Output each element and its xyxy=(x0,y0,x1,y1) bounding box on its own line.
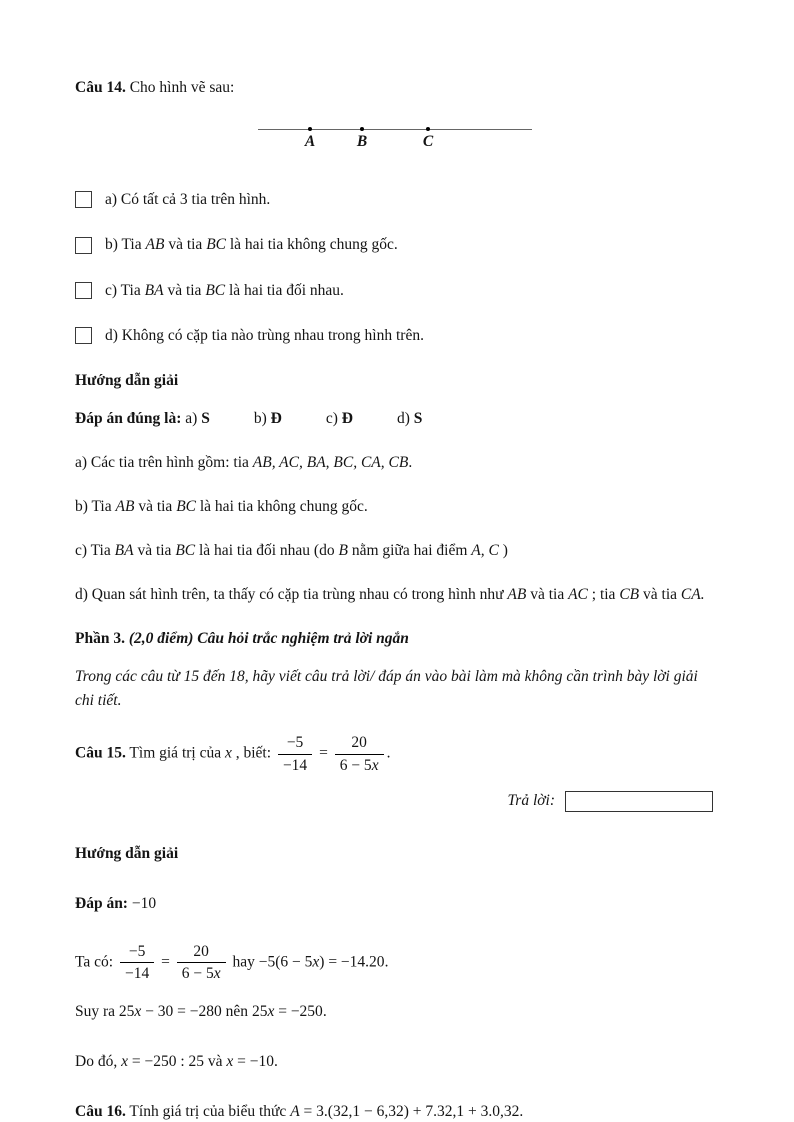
math-text: AC xyxy=(568,586,588,604)
text-run: S xyxy=(201,410,210,428)
q15-final-answer-line xyxy=(75,892,719,916)
text-run: Tìm giá trị của xyxy=(125,744,225,762)
point-dot xyxy=(360,127,364,131)
math-text: BC xyxy=(175,542,196,560)
fraction-denominator xyxy=(278,755,312,775)
text-run: và tia xyxy=(164,236,207,254)
math-text: 6 − 5 xyxy=(339,756,372,774)
fraction-denominator xyxy=(177,963,226,983)
math-text: 20 xyxy=(193,942,209,960)
fraction-numerator xyxy=(278,733,312,754)
text-run: S xyxy=(413,410,423,428)
math-text: x xyxy=(134,1002,142,1020)
math-text: A, C xyxy=(471,542,499,560)
q14-checkbox-b[interactable] xyxy=(75,237,92,254)
text-run: , biết: xyxy=(231,744,275,762)
math-text: = xyxy=(315,744,332,762)
q16-heading xyxy=(75,1100,719,1122)
text-run: và tia xyxy=(639,586,681,604)
point-dot xyxy=(426,127,430,131)
math-text: x xyxy=(121,1052,128,1070)
q14-option-text-a xyxy=(105,188,270,211)
q14-solution-a xyxy=(75,451,719,475)
text-run: là hai tia không chung gốc. xyxy=(196,498,368,516)
q15-solution-guide-title: Hướng dẫn giải xyxy=(75,844,179,862)
math-text: −5 xyxy=(128,942,146,960)
text-run: Câu 16. xyxy=(75,1102,126,1120)
text-run: b) Tia xyxy=(75,498,116,516)
text-run: Suy ra xyxy=(75,1002,119,1020)
math-text: BC xyxy=(205,281,226,299)
math-text: = 3.(32,1 − 6,32) + 7.32,1 + 3.0,32 xyxy=(299,1102,520,1120)
part3-heading xyxy=(75,627,719,651)
text-run: là hai tia không chung gốc. xyxy=(226,236,398,254)
text-run: Câu 14. xyxy=(75,79,126,96)
text-run: Phần 3. xyxy=(75,630,129,648)
math-text: 20 xyxy=(351,734,367,752)
fraction xyxy=(278,733,312,775)
q15-answer-input-box[interactable] xyxy=(565,791,713,812)
math-text: x xyxy=(224,744,232,762)
text-run: hay xyxy=(228,953,259,971)
math-text: 3 xyxy=(179,191,188,209)
math-text: BC xyxy=(206,236,226,254)
text-run: a) Có tất cả xyxy=(105,191,180,209)
q14-option-row-d xyxy=(75,324,719,347)
fraction-numerator xyxy=(177,942,226,963)
q14-solution-guide-title: Hướng dẫn giải xyxy=(75,372,179,390)
q14-option-row-c xyxy=(75,279,719,302)
math-text: A xyxy=(290,1102,300,1120)
math-text: = −250 : 25 xyxy=(127,1052,205,1070)
text-run: a) Các tia trên hình gồm: tia xyxy=(75,454,253,472)
text-run: Đáp án đúng là: xyxy=(75,410,182,428)
text-run: b) xyxy=(253,410,271,428)
math-text: x xyxy=(371,756,379,774)
text-run: c) Tia xyxy=(75,542,115,560)
math-text: CB xyxy=(619,586,640,604)
math-text: 25 xyxy=(251,1002,268,1020)
text-run: . xyxy=(274,1052,278,1070)
text-run: Trong các câu từ 15 đến 18, hãy viết câu trả lời/ đáp án vào bài làm mà không cần trình bày lời giải chi tiết. xyxy=(75,668,698,710)
text-run: (2,0 điểm) Câu hỏi trắc nghiệm trả lời ngắn xyxy=(128,630,409,648)
math-text: −5(6 − 5 xyxy=(258,953,313,971)
q14-heading xyxy=(75,76,719,100)
point-label-b: B xyxy=(356,133,368,151)
q15-step-2 xyxy=(75,1000,719,1024)
text-run: d) xyxy=(396,410,414,428)
q14-checkbox-d[interactable] xyxy=(75,327,92,344)
math-text: 25 xyxy=(118,1002,135,1020)
math-text: −14 xyxy=(124,965,150,983)
fraction xyxy=(120,942,154,984)
q14-option-text-b xyxy=(105,233,398,256)
q15-step-1 xyxy=(75,942,719,984)
text-run: Câu 15. xyxy=(75,744,126,762)
text-run: Đ xyxy=(270,410,282,428)
q15-answer-row xyxy=(75,791,713,812)
q14-checkbox-c[interactable] xyxy=(75,282,92,299)
fraction xyxy=(177,942,226,984)
q14-correct-answers-line xyxy=(75,407,719,431)
text-run: Cho hình vẽ sau: xyxy=(125,79,235,96)
text-run: là hai tia đối nhau (do xyxy=(195,542,339,560)
math-text: B xyxy=(338,542,348,560)
text-run: nên xyxy=(221,1002,252,1020)
math-text: = xyxy=(157,953,174,971)
q14-solution-c xyxy=(75,539,719,563)
math-text: − 30 = −280 xyxy=(141,1002,222,1020)
math-text: BA xyxy=(144,281,164,299)
text-run: c) Tia xyxy=(105,281,145,299)
text-run: b) Tia xyxy=(105,236,146,254)
text-run: a) xyxy=(181,410,202,428)
part3-intro xyxy=(75,665,719,713)
q14-number-line-figure xyxy=(258,120,532,158)
text-run: và tia xyxy=(163,281,206,299)
text-run: và tia xyxy=(133,542,176,560)
math-text: −10 xyxy=(131,894,157,912)
text-run: là hai tia đối nhau. xyxy=(225,281,344,299)
text-run: và tia xyxy=(134,498,177,516)
point-b xyxy=(351,120,373,150)
point-a xyxy=(299,120,321,150)
text-run: c) xyxy=(325,410,342,428)
fraction xyxy=(335,733,384,775)
q15-step-3 xyxy=(75,1050,719,1074)
point-c xyxy=(417,120,439,150)
text-run: Do đó, xyxy=(75,1052,122,1070)
math-text: AB xyxy=(115,498,135,516)
text-run: . xyxy=(386,744,391,762)
text-run: d) Không có cặp tia nào trùng nhau trong hình trên. xyxy=(105,326,424,344)
math-text: BA xyxy=(114,542,134,560)
q14-option-row-b xyxy=(75,233,719,256)
fraction-numerator xyxy=(335,733,384,754)
math-text: x xyxy=(312,953,320,971)
fraction-numerator xyxy=(120,942,154,963)
text-run: và xyxy=(204,1052,227,1070)
math-text: AB xyxy=(507,586,527,604)
text-run: . xyxy=(322,1002,327,1020)
q15-answer-label: Trả lời: xyxy=(507,792,555,810)
math-text: −5 xyxy=(286,734,304,752)
math-text: x xyxy=(267,1002,275,1020)
fraction-denominator xyxy=(335,755,384,775)
fraction-denominator xyxy=(120,963,154,983)
math-text: x xyxy=(213,965,221,983)
math-text: BC xyxy=(176,498,196,516)
text-run: d) Quan sát hình trên, ta thấy có cặp tia trùng nhau có trong hình như xyxy=(75,586,508,604)
q14-solution-d xyxy=(75,583,719,607)
point-label-c: C xyxy=(422,133,434,151)
math-text: x xyxy=(226,1052,234,1070)
text-run: nằm giữa hai điểm xyxy=(347,542,472,560)
math-text: AB, AC, BA, BC, CA, CB xyxy=(252,454,409,472)
text-run: ) xyxy=(498,542,508,560)
text-run: . xyxy=(384,953,389,971)
text-run: Tính giá trị của biểu thức xyxy=(125,1102,291,1120)
math-text: = −250 xyxy=(274,1002,323,1020)
text-run: Đáp án: xyxy=(75,894,132,912)
math-text: ) = −14.20 xyxy=(319,953,385,971)
text-run: . xyxy=(519,1102,524,1120)
text-run: Đ xyxy=(341,410,353,428)
text-run: ; tia xyxy=(587,586,620,604)
text-run: Ta có: xyxy=(75,953,117,971)
math-text: 6 − 5 xyxy=(181,965,214,983)
text-run: tia trên hình. xyxy=(187,191,271,209)
q14-option-row-a xyxy=(75,188,719,211)
point-label-a: A xyxy=(304,133,316,151)
math-text: AB xyxy=(145,236,165,254)
text-run: và tia xyxy=(526,586,569,604)
q15-heading xyxy=(75,733,719,775)
q14-solution-b xyxy=(75,495,719,519)
text-run: . xyxy=(408,454,413,472)
math-text: CA. xyxy=(680,586,705,604)
math-text: −14 xyxy=(282,756,308,774)
q14-option-text-d xyxy=(105,324,424,347)
q14-option-text-c xyxy=(105,279,344,302)
point-dot xyxy=(308,127,312,131)
math-text: = −10 xyxy=(233,1052,275,1070)
q14-checkbox-a[interactable] xyxy=(75,191,92,208)
